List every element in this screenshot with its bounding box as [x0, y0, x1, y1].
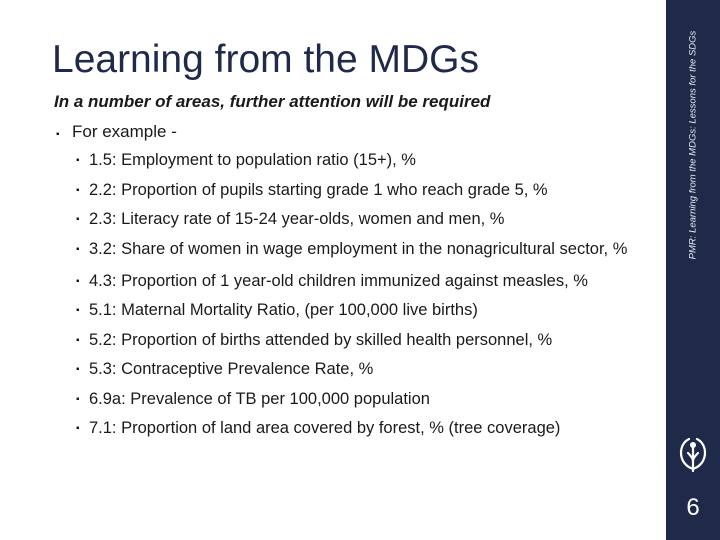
slide-title: Learning from the MDGs	[52, 38, 480, 81]
page-number: 6	[686, 494, 700, 521]
bullet-icon: ▪	[76, 214, 80, 225]
list-item	[76, 389, 656, 409]
list-item-text: 2.3: Literacy rate of 15-24 year-olds, women and men, %	[89, 210, 505, 228]
list-item	[76, 330, 656, 350]
bullet-icon: ▪	[76, 243, 80, 255]
level1-text: For example -	[72, 122, 177, 141]
list-item-text: 2.2: Proportion of pupils starting grade 1 who reach grade 5, %	[89, 180, 548, 199]
list-item-text: 6.9a: Prevalence of TB per 100,000 population	[89, 389, 430, 408]
list-item-text: 4.3: Proportion of 1 year-old children immunized against measles, %	[89, 271, 588, 290]
bullet-level1	[56, 122, 177, 142]
bullet-icon: ▪	[76, 305, 80, 316]
bullet-icon: ▪	[56, 129, 60, 140]
un-wreath-logo-icon	[677, 433, 709, 473]
list-item-text: 1.5: Employment to population ratio (15+), %	[89, 151, 416, 169]
bullet-icon: ▪	[76, 364, 80, 375]
list-item	[76, 209, 656, 229]
list-item-text: 7.1: Proportion of land area covered by forest, % (tree coverage)	[89, 419, 561, 437]
sidebar-vertical-text: PMR: Learning from the MDGs: Lessons for the SDGs	[687, 30, 699, 260]
bullet-icon: ▪	[76, 184, 80, 196]
indicator-list	[76, 150, 656, 448]
sidebar	[666, 0, 720, 540]
list-item	[76, 359, 656, 379]
list-item-text: 3.2: Share of women in wage employment in the nonagricultural sector, %	[89, 239, 628, 258]
list-item-text: 5.1: Maternal Mortality Ratio, (per 100,000 live births)	[89, 301, 478, 319]
bullet-icon: ▪	[76, 393, 80, 405]
list-item	[76, 150, 656, 170]
list-item	[76, 300, 656, 320]
list-item	[76, 418, 656, 438]
list-item	[76, 239, 656, 259]
list-item	[76, 180, 656, 200]
list-item	[76, 271, 656, 291]
bullet-icon: ▪	[76, 275, 80, 287]
bullet-icon: ▪	[76, 334, 80, 346]
bullet-icon: ▪	[76, 155, 80, 166]
slide-subtitle: In a number of areas, further attention will be required	[54, 92, 491, 111]
bullet-icon: ▪	[76, 423, 80, 434]
list-item-text: 5.3: Contraceptive Prevalence Rate, %	[89, 360, 374, 378]
list-item-text: 5.2: Proportion of births attended by skilled health personnel, %	[89, 330, 553, 349]
